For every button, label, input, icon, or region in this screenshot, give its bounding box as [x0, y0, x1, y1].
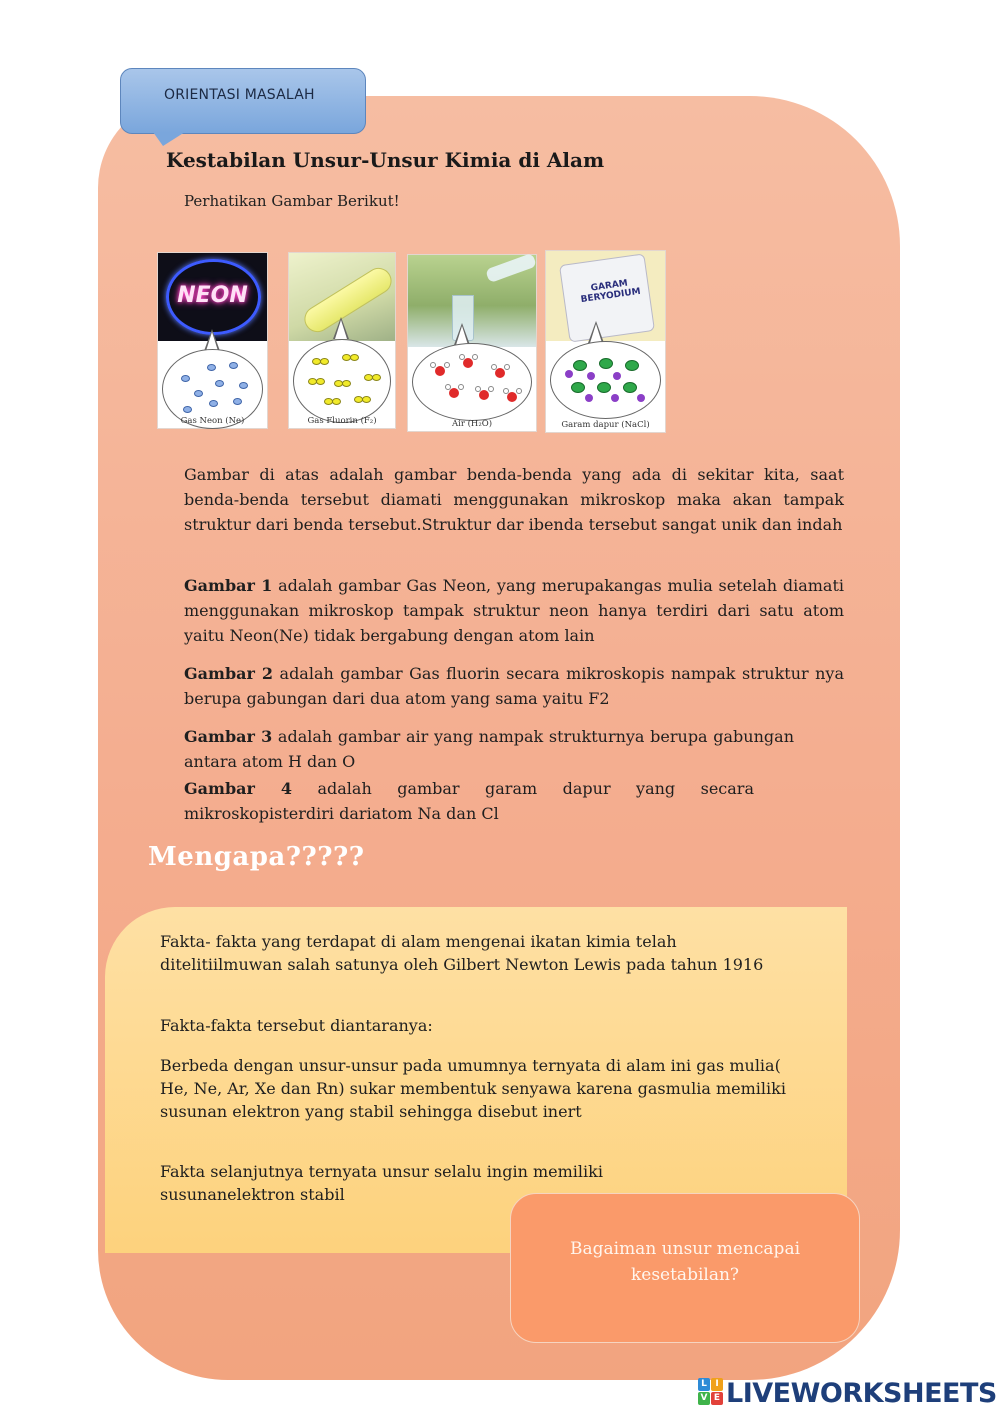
figure-salt — [545, 250, 666, 433]
fact-paragraph-3: Berbeda dengan unsur-unsur pada umumnya ternyata di alam ini gas mulia( He, Ne, Ar, Xe dan Rn) sukar membentuk senyawa karena gasmulia memiliki susunan elektron yang stabil sehingga disebut inert — [160, 1056, 786, 1121]
speech-pointer — [588, 321, 604, 343]
water-glass-image — [408, 255, 536, 347]
fact-paragraph-4: Fakta selanjutnya ternyata unsur selalu ingin memiliki susunanelektron stabil — [160, 1162, 603, 1204]
figure-caption: Gas Fluorin (F₂) — [307, 416, 377, 426]
description-text: adalah gambar Gas Neon, yang merupakangas mulia setelah diamati menggunakan mikroskop tampak struktur neon hanya terdiri dari satu atom yaitu Neon(Ne) tidak bergabung dengan atom lain — [184, 576, 844, 645]
figure-neon — [157, 252, 268, 429]
fact-paragraph-2: Fakta-fakta tersebut diantaranya: — [160, 1016, 433, 1035]
speech-pointer — [454, 323, 470, 345]
description-label: Gambar 2 — [184, 664, 274, 683]
molecule-bubble — [293, 339, 391, 423]
logo-mark-letter: V — [698, 1392, 710, 1405]
liveworksheets-logo-mark — [698, 1378, 724, 1408]
orientation-tab-label: ORIENTASI MASALAH — [120, 68, 366, 134]
salt-bag-label: GARAM BERYODIUM — [580, 278, 642, 306]
logo-mark-letter: E — [711, 1392, 723, 1405]
salt-bag-image — [546, 251, 665, 341]
description-text: adalah gambar garam dapur yang secara mikroskopisterdiri dariatom Na dan Cl — [184, 779, 754, 823]
figure-caption: Air (H₂O) — [451, 419, 493, 429]
orientation-tab — [120, 68, 368, 148]
liveworksheets-logo — [698, 1375, 997, 1411]
speech-pointer — [204, 329, 220, 351]
figure-fluorine — [288, 252, 396, 429]
speech-pointer — [333, 317, 349, 339]
intro-paragraph: Gambar di atas adalah gambar benda-benda yang ada di sekitar kita, saat benda-benda tersebut diamati menggunakan mikroskop maka akan tampak struktur dari benda tersebut.Struktur dar ibenda tersebut sangat unik dan indah — [184, 465, 844, 534]
fact-paragraph-1: Fakta- fakta yang terdapat di alam mengenai ikatan kimia telah ditelitiilmuwan salah satunya oleh Gilbert Newton Lewis pada tahun 1916 — [160, 932, 764, 974]
figure-water — [407, 254, 537, 432]
logo-mark-letter: I — [711, 1378, 723, 1391]
description-3 — [184, 724, 794, 774]
page-title: Kestabilan Unsur-Unsur Kimia di Alam — [166, 148, 605, 172]
description-text: adalah gambar Gas fluorin secara mikroskopis nampak struktur nya berupa gabungan dari dua atom yang sama yaitu F2 — [184, 664, 844, 708]
tab-pointer — [153, 132, 185, 146]
description-label: Gambar 3 — [184, 727, 273, 746]
figure-caption: Gas Neon (Ne) — [180, 416, 245, 426]
molecule-bubble — [550, 341, 661, 419]
logo-mark-letter: L — [698, 1378, 710, 1391]
description-text: adalah gambar air yang nampak strukturnya berupa gabungan antara atom H dan O — [184, 727, 794, 771]
neon-sign-image — [158, 253, 267, 341]
question-heading: Mengapa????? — [148, 842, 365, 872]
description-1 — [184, 573, 844, 648]
description-4 — [184, 776, 754, 826]
description-label: Gambar 4 — [184, 779, 293, 798]
neon-sign-text: NEON — [177, 283, 248, 308]
figure-caption: Garam dapur (NaCl) — [561, 420, 650, 430]
description-2 — [184, 661, 844, 711]
liveworksheets-wordmark: LIVEWORKSHEETS — [726, 1377, 997, 1409]
page-subtitle: Perhatikan Gambar Berikut! — [184, 192, 400, 210]
molecule-bubble — [412, 343, 532, 421]
question-callout: Bagaiman unsur mencapai kesetabilan? — [510, 1193, 860, 1343]
description-label: Gambar 1 — [184, 576, 273, 595]
